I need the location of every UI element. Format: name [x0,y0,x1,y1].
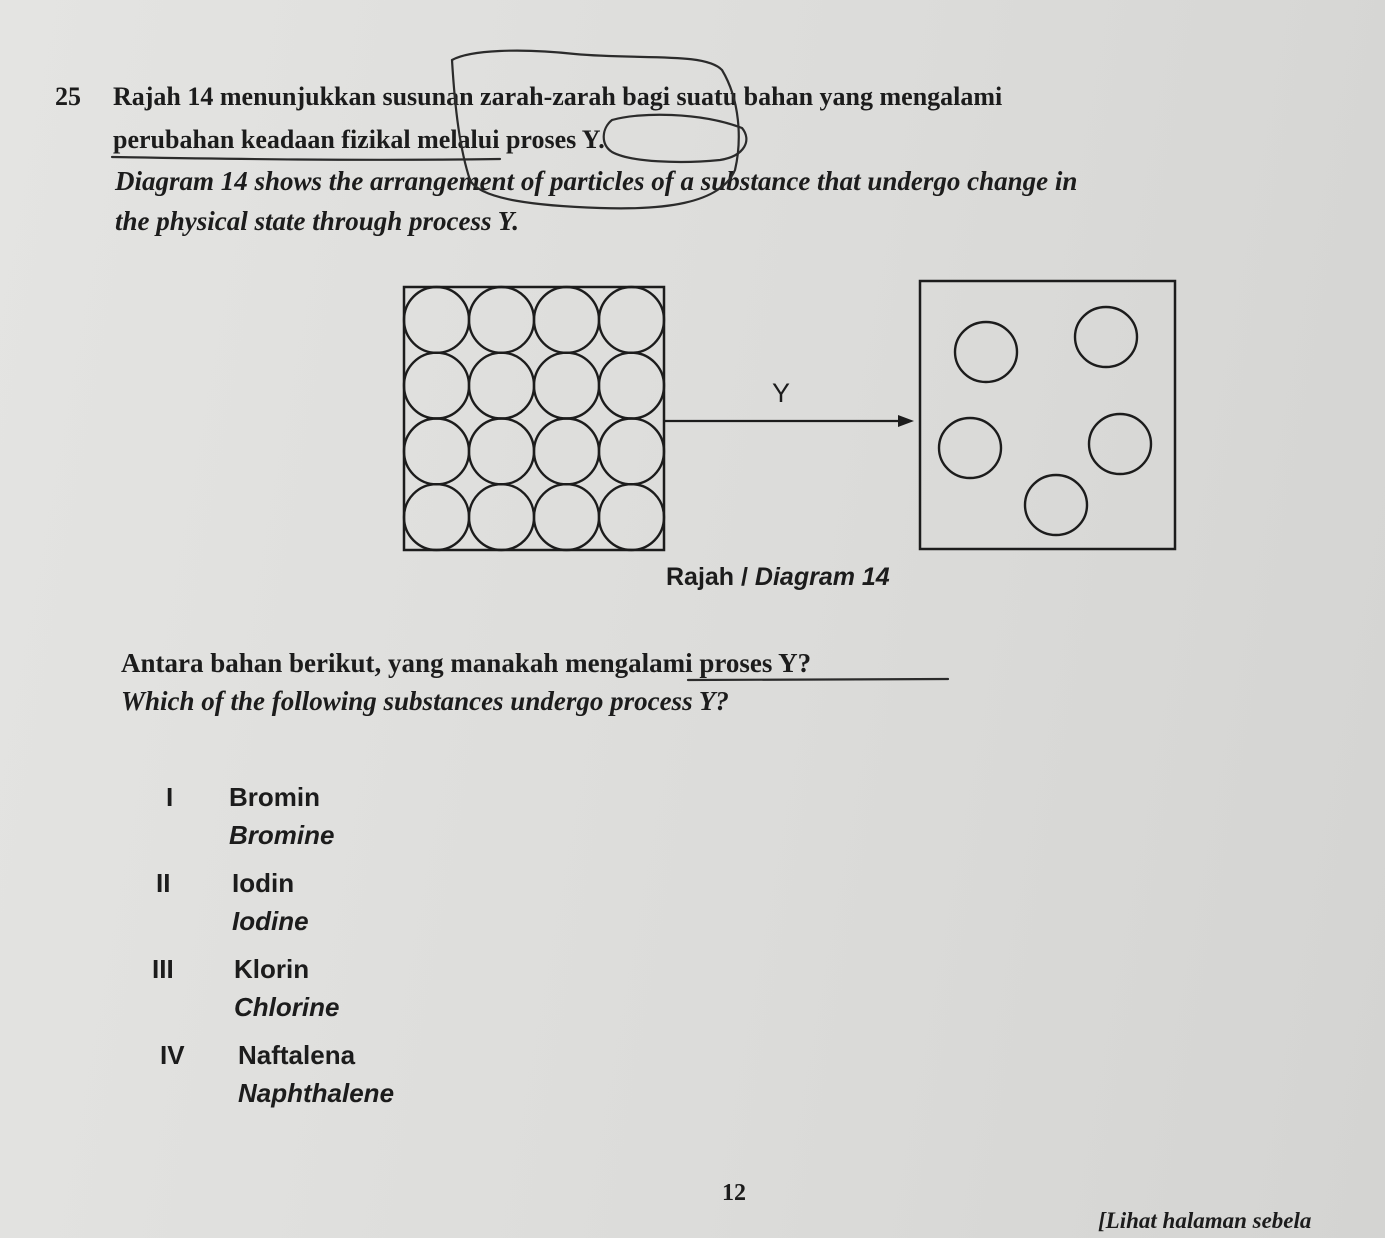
pen-underline-2 [688,679,948,680]
next-page-note: [Lihat halaman sebela [1098,1208,1312,1233]
option-name-en: Bromine [229,820,335,850]
question-text-en-line1: Diagram 14 shows the arrangement of particles of a substance that undergo change in [115,166,1078,196]
option-roman-numeral: II [156,868,171,898]
diagram-caption-ms: Rajah / [666,563,755,591]
gas-particle [955,322,1017,382]
solid-particle [469,353,534,419]
solid-particles [404,287,664,550]
pen-loop-circle [452,51,739,209]
pen-circle-proses [604,115,747,162]
solid-particle [534,287,599,353]
option-name-en: Iodine [232,906,309,936]
solid-particle [599,419,664,485]
option-name-ms: Klorin [234,954,310,984]
solid-particle [534,353,599,419]
diagram-caption [666,563,890,592]
process-label: Y [772,378,791,408]
option-name-en: Naphthalene [238,1078,395,1108]
gas-state-box [920,281,1175,549]
question-text-ms-line2: perubahan keadaan fizikal melalui proses Y. [113,125,605,154]
process-arrow-head [898,415,914,427]
option-name-ms: Iodin [232,868,295,898]
gas-particle [1075,307,1137,367]
solid-particle [534,419,599,485]
solid-particle [404,353,469,419]
option-roman-numeral: IV [160,1040,185,1070]
prompt-ms: Antara bahan berikut, yang manakah mengalami proses Y? [121,648,812,678]
option-name-ms: Bromin [229,782,320,812]
solid-particle [599,353,664,419]
pen-underline-1 [112,157,500,160]
option-roman-numeral: I [166,782,174,812]
solid-particle [404,287,469,353]
option-roman-numeral: III [152,954,174,984]
prompt-en: Which of the following substances undergo process Y? [121,686,729,716]
page-number: 12 [722,1180,746,1206]
solid-particle [404,419,469,485]
question-number: 25 [55,82,81,111]
solid-particle [404,484,469,550]
solid-particle [599,484,664,550]
gas-particle [1025,475,1087,535]
solid-particle [534,484,599,550]
gas-particle [939,418,1001,478]
solid-particle [599,287,664,353]
gas-particles [939,307,1151,535]
solid-particle [469,484,534,550]
diagram-caption-en: Diagram 14 [754,563,890,591]
gas-particle [1089,414,1151,474]
solid-particle [469,287,534,353]
question-text-ms-line1: Rajah 14 menunjukkan susunan zarah-zarah bagi suatu bahan yang mengalami [113,82,1003,111]
solid-particle [469,419,534,485]
question-text-en-line2: the physical state through process Y. [115,206,520,236]
option-name-en: Chlorine [234,992,340,1022]
option-name-ms: Naftalena [238,1040,356,1070]
